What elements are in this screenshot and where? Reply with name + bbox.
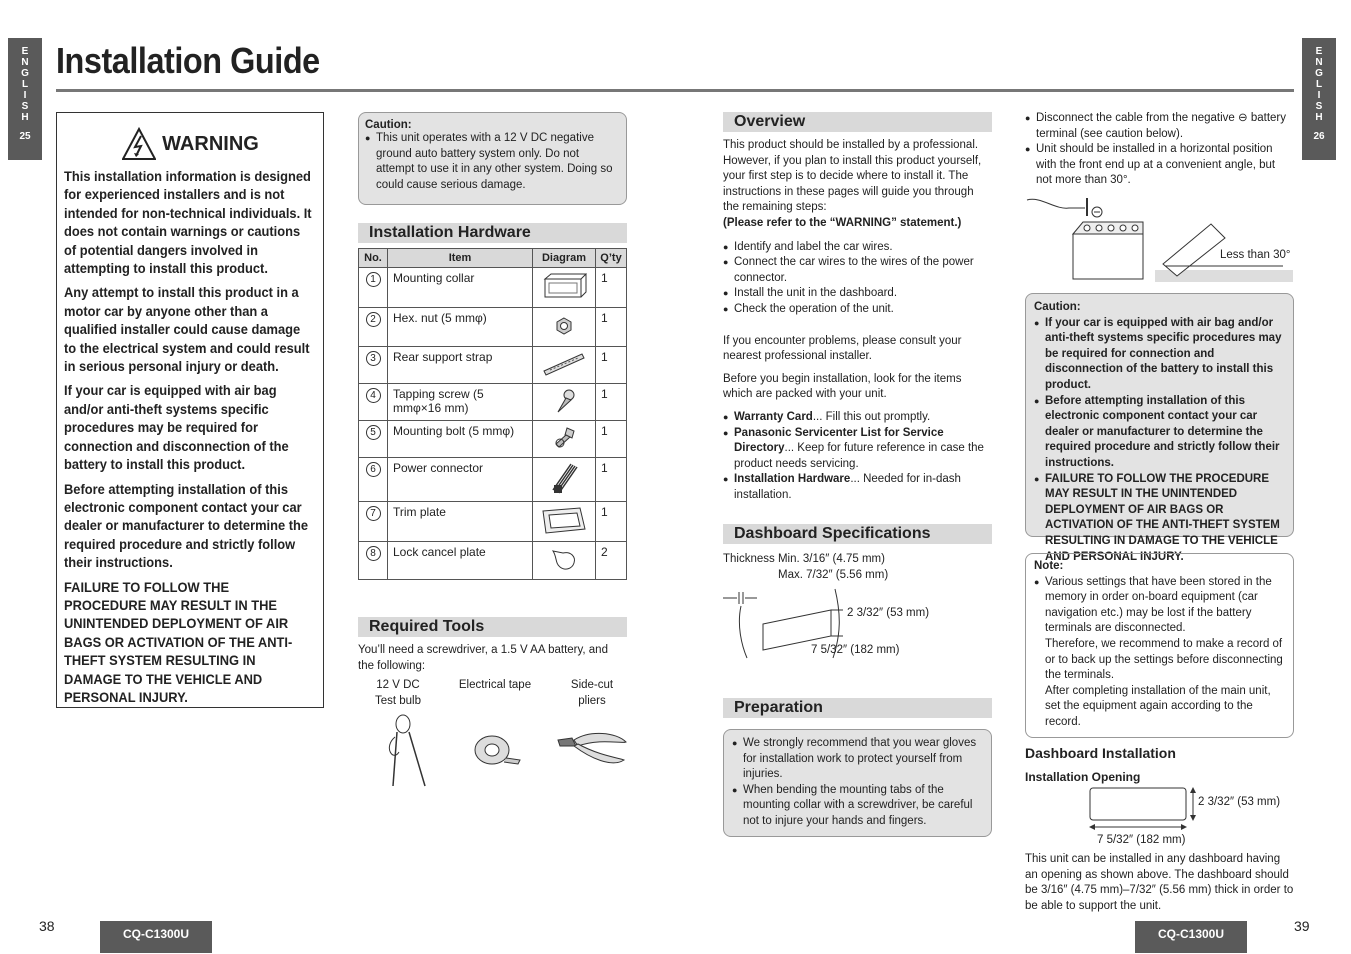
- overview-paragraph: If you encounter problems, please consult your nearest professional installer.: [723, 334, 962, 363]
- caution-title: Caution:: [365, 119, 412, 131]
- mounting-collar-icon: [541, 271, 587, 301]
- height-dimension: 2 3/32″ (53 mm): [847, 607, 930, 619]
- power-connector-icon: [549, 461, 579, 495]
- note-title: Note:: [1034, 560, 1064, 572]
- item-name: Tapping screw (5 mmφ×16 mm): [388, 384, 533, 421]
- list-item: ● Warranty Card... Fill this out promptly.: [723, 410, 992, 426]
- list-item: ● Install the unit in the dashboard.: [723, 286, 992, 302]
- dashboard-installation-heading: Dashboard Installation: [1025, 745, 1176, 761]
- model-badge-left: CQ-C1300U: [100, 921, 212, 953]
- caution-box-right: [1025, 293, 1294, 563]
- thickness-min: Thickness Min. 3/16″ (4.75 mm): [723, 553, 885, 565]
- warning-paragraph: Before attempting installation of this electronic component contact your car dealer or manufacturer to determine the required procedure and strictly follow their instructions.: [64, 480, 309, 571]
- table-row: [359, 458, 627, 502]
- table-header-row: [359, 249, 627, 268]
- warning-box: [56, 112, 324, 708]
- preparation-box: [723, 729, 992, 837]
- warning-paragraph: If your car is equipped with air bag and/or anti-theft systems specific procedures may be required for connection and disconnection of the battery to install this product.: [64, 382, 289, 473]
- installation-note-text: This unit can be installed in any dashboard having an opening as shown above. The dashboard should be 3/16″ (4.75 mm)–7/32″ (5.56 mm) thick in order to be able to support the unit.: [1025, 853, 1294, 912]
- hex-nut-icon: [554, 316, 574, 336]
- item-number: 3: [366, 351, 381, 366]
- warning-title: WARNING: [162, 132, 259, 155]
- warning-heading: [64, 127, 317, 161]
- caution-text: ● This unit operates with a 12 V DC negative ground auto battery system only. Do not attempt to use it in any other system. Doing so could cause serious damage.: [365, 131, 620, 193]
- test-bulb-icon: [383, 712, 433, 792]
- page-number-left: 38: [39, 918, 55, 934]
- item-name: Mounting bolt (5 mmφ): [388, 421, 533, 458]
- item-qty: 1: [596, 502, 627, 542]
- column-header: No.: [359, 249, 388, 268]
- overview-paragraph: Before you begin installation, look for the items which are packed with your unit.: [723, 372, 962, 401]
- item-qty: 1: [596, 458, 627, 502]
- section-heading-preparation: Preparation: [723, 698, 992, 718]
- item-number: 4: [366, 388, 381, 403]
- table-row: [359, 542, 627, 580]
- language-tab-right: [1302, 38, 1336, 160]
- model-badge-right: CQ-C1300U: [1135, 921, 1247, 953]
- item-qty: 1: [596, 421, 627, 458]
- table-row: [359, 268, 627, 308]
- tools-intro: You’ll need a screwdriver, a 1.5 V AA battery, and the following:: [358, 644, 608, 672]
- item-number: 2: [366, 312, 381, 327]
- table-row: [359, 308, 627, 347]
- page-number-right: 39: [1294, 918, 1310, 934]
- section-heading-dashboard-specs: Dashboard Specifications: [723, 524, 992, 544]
- item-name: Power connector: [388, 458, 533, 502]
- list-item: ● FAILURE TO FOLLOW THE PROCEDURE MAY RESULT IN THE UNINTENDED DEPLOYMENT OF AIR BAGS OR ACTIVATION OF THE ANTI-THEFT SYSTEM RESULTING IN DAMAGE TO THE VEHICLE AND PERSONAL INJURY.: [1034, 472, 1287, 566]
- language-tab-left: [8, 38, 42, 160]
- item-name: Lock cancel plate: [388, 542, 533, 580]
- install-bullets: [1025, 111, 1294, 189]
- item-name: Mounting collar: [388, 268, 533, 308]
- item-name: Hex. nut (5 mmφ): [388, 308, 533, 347]
- item-qty: 1: [596, 347, 627, 384]
- list-item: ● We strongly recommend that you wear gloves for installation work to protect yourself from injuries.: [732, 736, 985, 783]
- caution-box: [358, 112, 627, 205]
- item-qty: 2: [596, 542, 627, 580]
- language-tab-letters: E N G L I S H: [1315, 46, 1323, 123]
- tapping-screw-icon: [552, 388, 576, 414]
- item-qty: 1: [596, 384, 627, 421]
- trim-plate-icon: [540, 505, 588, 535]
- language-tab-letters: E N G L I S H: [21, 46, 29, 123]
- note-text: ● Various settings that have been stored in the memory in order on-board equipment (car navigation etc.) may be lost if the battery terminals are disconnected. Therefore, we recommend to make a record of or to back up the settings before disconnecting the terminals. After completing installation of the main unit, set the equipment again according to the record.: [1034, 575, 1287, 731]
- warning-paragraph: This installation information is designed for experienced installers and is not intended for non-technical individuals. It does not contain warnings or cautions of potential dangers involved in attempting to install this product.: [64, 168, 312, 277]
- caution-title: Caution:: [1034, 301, 1081, 313]
- item-name: Rear support strap: [388, 347, 533, 384]
- list-item: ● Installation Hardware... Needed for in-dash installation.: [723, 472, 992, 503]
- installation-opening-label: Installation Opening: [1025, 770, 1141, 784]
- item-number: 7: [366, 506, 381, 521]
- overview-note: (Please refer to the “WARNING” statement.): [723, 216, 962, 229]
- item-number: 8: [366, 546, 381, 561]
- list-item: ● Disconnect the cable from the negative ⊖ battery terminal (see caution below).: [1025, 111, 1294, 142]
- section-heading-overview: Overview: [723, 112, 992, 132]
- item-qty: 1: [596, 308, 627, 347]
- hardware-table: [358, 248, 627, 580]
- lock-cancel-plate-icon: [549, 545, 579, 573]
- opening-height: 2 3/32″ (53 mm): [1198, 796, 1281, 808]
- tool-label: Electrical tape: [458, 679, 532, 691]
- list-item: ● Before attempting installation of this electronic component contact your car dealer or manufacturer to determine the required procedure and strictly follow their instructions.: [1034, 394, 1287, 472]
- item-qty: 1: [596, 268, 627, 308]
- support-strap-icon: [542, 351, 586, 377]
- note-box: [1025, 553, 1294, 738]
- item-number: 1: [366, 272, 381, 287]
- side-cut-pliers-icon: [556, 728, 630, 772]
- tool-label: Side-cut pliers: [570, 679, 614, 707]
- warning-paragraph: Any attempt to install this product in a motor car by anyone other than a qualified installer could cause damage to the electrical system and could result in serious personal injury or death.: [64, 284, 310, 375]
- section-heading-hardware: Installation Hardware: [358, 223, 627, 243]
- battery-angle-diagram: [1025, 190, 1295, 284]
- column-header: Diagram: [533, 249, 596, 268]
- title-rule: [56, 89, 1294, 92]
- overview-text: [723, 138, 992, 503]
- high-voltage-icon: [122, 127, 156, 161]
- overview-paragraph: This product should be installed by a professional. However, if you plan to install this product yourself, your first step is to decide where to install it. The instructions in these pages will guide you through the remaining steps:: [723, 139, 982, 214]
- table-row: [359, 502, 627, 542]
- list-item: ● Identify and label the car wires.: [723, 240, 992, 256]
- item-name: Trim plate: [388, 502, 533, 542]
- tool-label: 12 V DC Test bulb: [374, 679, 422, 707]
- list-item: ● Panasonic Servicenter List for Service Directory... Keep for future reference in case the product needs servicing.: [723, 426, 992, 473]
- list-item: ● Check the operation of the unit.: [723, 302, 992, 318]
- opening-width: 7 5/32″ (182 mm): [1097, 834, 1186, 846]
- list-item: ● Connect the car wires to the wires of the power connector.: [723, 255, 992, 286]
- item-number: 6: [366, 462, 381, 477]
- list-item: ● Unit should be installed in a horizontal position with the front end up at a convenient angle, but not more than 30°.: [1025, 142, 1294, 189]
- table-row: [359, 347, 627, 384]
- page-title: Installation Guide: [56, 40, 320, 81]
- tab-page-number: 26: [1313, 131, 1325, 142]
- table-row: [359, 421, 627, 458]
- angle-label: Less than 30°: [1220, 249, 1291, 261]
- tab-page-number: 25: [19, 131, 31, 142]
- list-item: ● If your car is equipped with air bag and/or anti-theft systems specific procedures may be required for connection and disconnection of the battery to install this product.: [1034, 316, 1287, 394]
- item-number: 5: [366, 425, 381, 440]
- column-header: Item: [388, 249, 533, 268]
- section-heading-tools: Required Tools: [358, 617, 627, 637]
- column-header: Q’ty: [596, 249, 627, 268]
- electrical-tape-icon: [470, 730, 522, 770]
- width-dimension: 7 5/32″ (182 mm): [811, 644, 900, 656]
- list-item: ● When bending the mounting tabs of the mounting collar with a screwdriver, be careful not to injure your hands and fingers.: [732, 783, 985, 830]
- warning-paragraph: FAILURE TO FOLLOW THE PROCEDURE MAY RESULT IN THE UNINTENDED DEPLOYMENT OF AIR BAGS OR ACTIVATION OF THE ANTI-THEFT SYSTEM RESULTING IN DAMAGE TO THE VEHICLE AND PERSONAL INJURY.: [64, 578, 293, 705]
- thickness-max: Max. 7/32″ (5.56 mm): [778, 569, 889, 581]
- table-row: [359, 384, 627, 421]
- mounting-bolt-icon: [551, 425, 577, 451]
